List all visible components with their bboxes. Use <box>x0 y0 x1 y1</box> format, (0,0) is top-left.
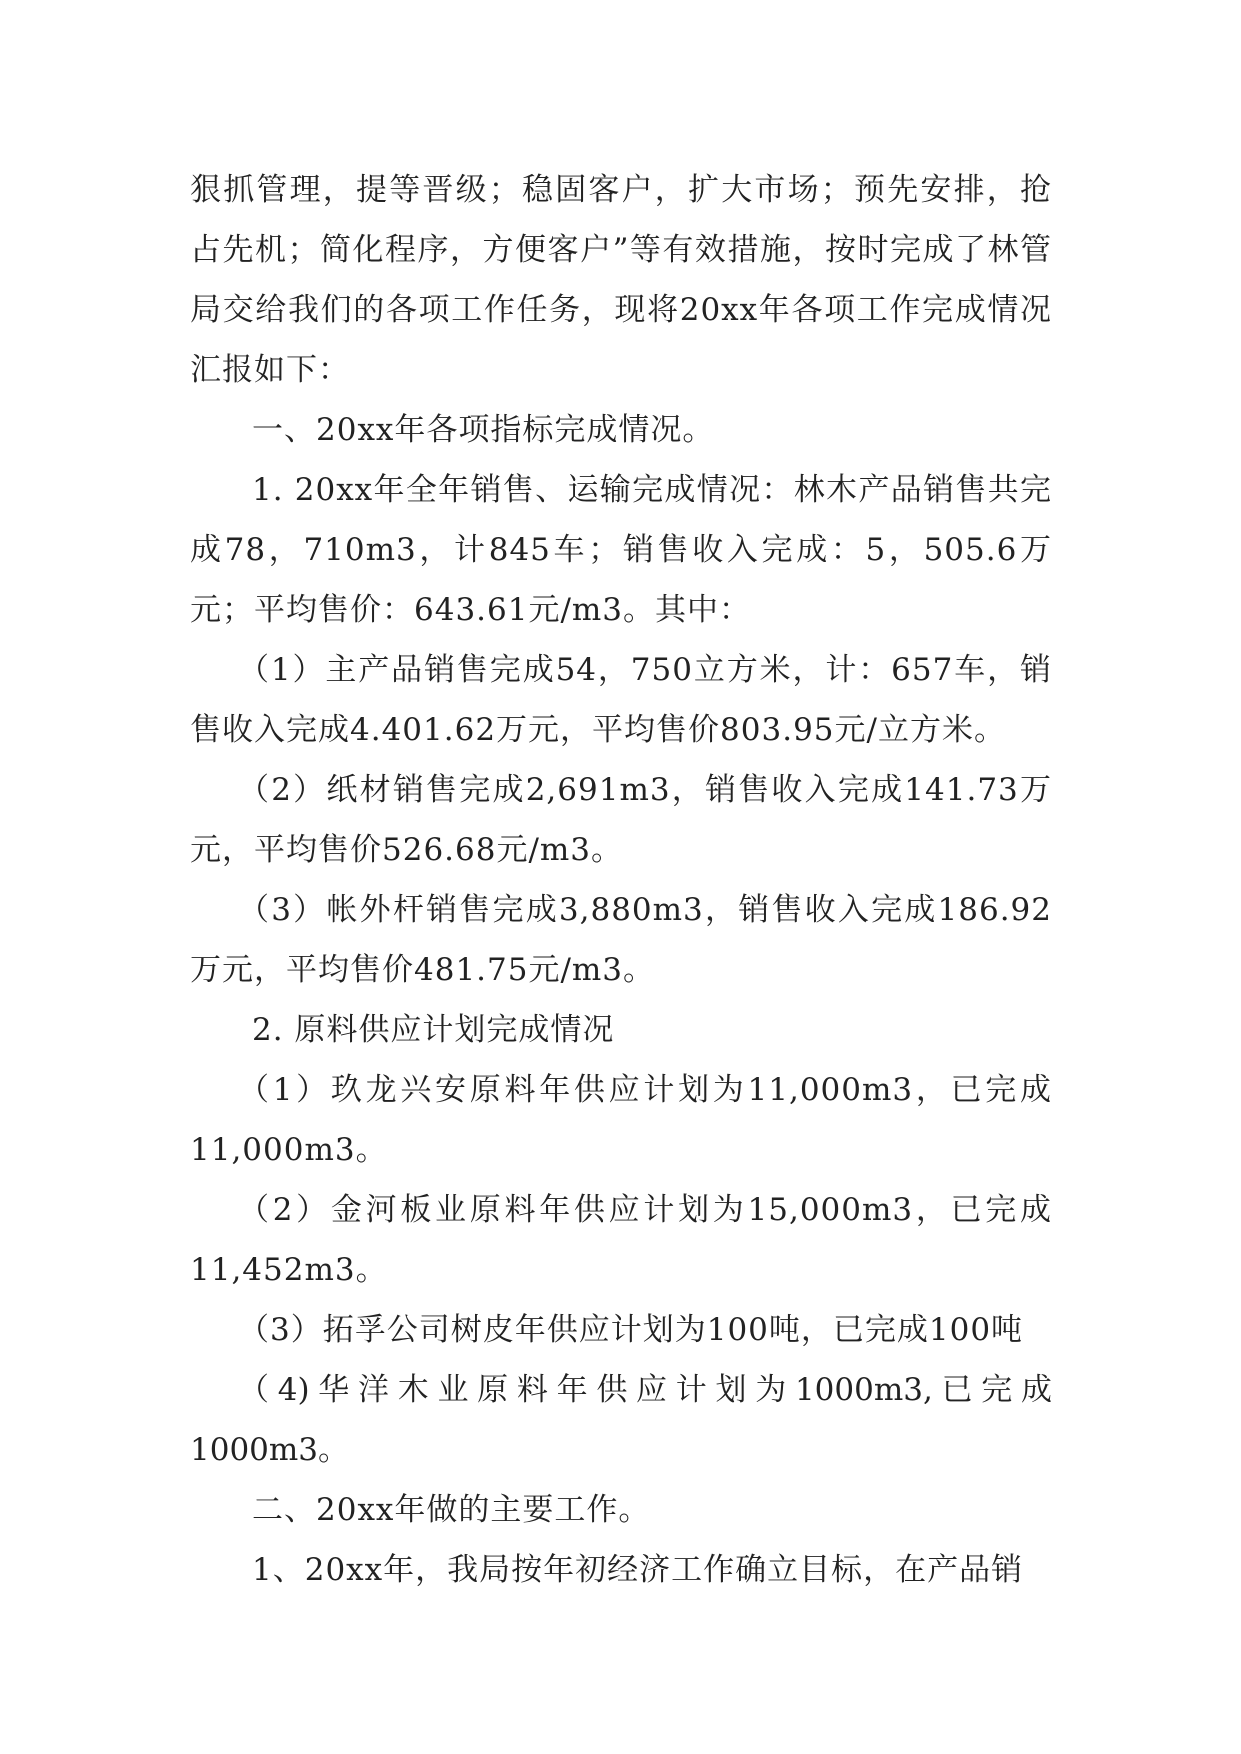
paragraph-paper-material: （2）纸材销售完成2,691m3，销售收入完成141.73万元，平均售价526.68元/m3。 <box>190 772 1052 868</box>
section-heading-1: 一、20xx年各项指标完成情况。 <box>252 412 715 448</box>
subheading-raw-material-supply: 2. 原料供应计划完成情况 <box>252 1012 615 1048</box>
paragraph-offbook-poles: （3）帐外杆销售完成3,880m3，销售收入完成186.92万元，平均售价481.75元/m3。 <box>190 892 1052 988</box>
document-body <box>190 160 1052 1600</box>
paragraph-sales-summary: 1. 20xx年全年销售、运输完成情况：林木产品销售共完成78，710m3，计845车；销售收入完成：5，505.6万元；平均售价：643.61元/m3。其中： <box>190 472 1052 628</box>
section-heading-2: 二、20xx年做的主要工作。 <box>252 1492 651 1528</box>
paragraph-supply-1: （1）玖龙兴安原料年供应计划为11,000m3，已完成11,000m3。 <box>190 1072 1052 1168</box>
paragraph-intro: 狠抓管理，提等晋级；稳固客户，扩大市场；预先安排，抢占先机；简化程序，方便客户”等有效措施，按时完成了林管局交给我们的各项工作任务，现将20xx年各项工作完成情况汇报如下： <box>190 172 1052 388</box>
paragraph-main-work: 1、20xx年，我局按年初经济工作确立目标，在产品销 <box>252 1552 1024 1588</box>
paragraph-main-products: （1）主产品销售完成54，750立方米，计：657车，销售收入完成4.401.62万元，平均售价803.95元/立方米。 <box>190 652 1052 748</box>
paragraph-supply-3: （3）拓孚公司树皮年供应计划为100吨，已完成100吨 <box>238 1312 1024 1348</box>
paragraph-supply-4: （4)华洋木业原料年供应计划为1000m3,已完成1000m3。 <box>190 1372 1052 1468</box>
paragraph-supply-2: （2）金河板业原料年供应计划为15,000m3，已完成11,452m3。 <box>190 1192 1052 1288</box>
